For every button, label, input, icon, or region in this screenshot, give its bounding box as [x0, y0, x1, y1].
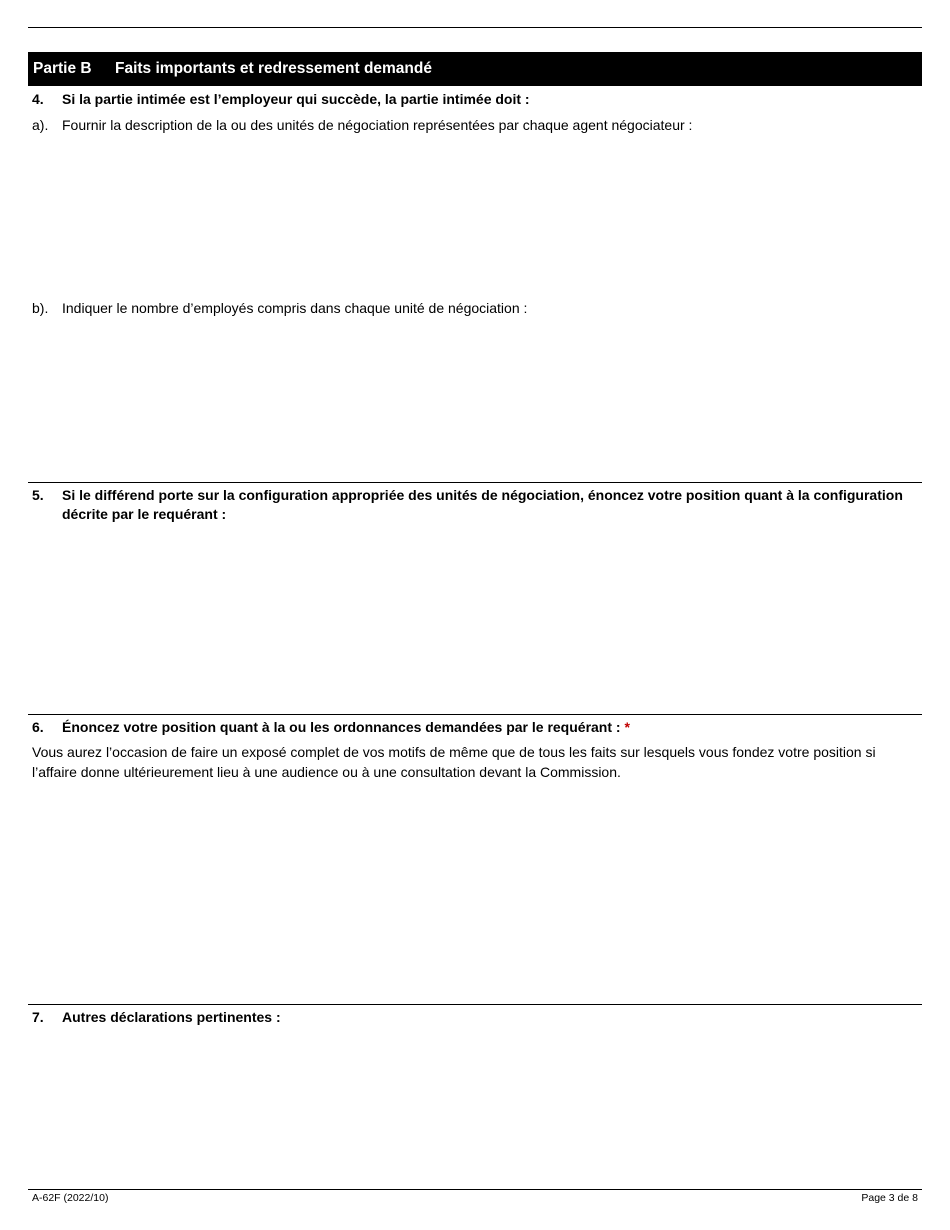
question-4a-text: Fournir la description de la ou des unités de négociation représentées par chaque agent négociateur : — [62, 117, 693, 133]
question-7-number: 7. — [32, 1009, 44, 1025]
section-part-label: Partie B — [33, 60, 92, 77]
answer-field-5[interactable] — [28, 530, 922, 710]
top-rule — [28, 27, 922, 28]
required-marker: * — [624, 719, 630, 735]
answer-field-7[interactable] — [28, 1032, 922, 1182]
question-6-note: Vous aurez l’occasion de faire un exposé complet de vos motifs de même que de tous les faits sur lesquels vous fondez votre position si l’affaire donne ultérieurement lieu à une audience ou à une consultation devant la Commission. — [32, 744, 876, 780]
question-5-number: 5. — [32, 487, 44, 503]
question-4a-label: a). — [32, 117, 49, 133]
divider-q6 — [28, 714, 922, 715]
question-6-number: 6. — [32, 719, 44, 735]
page-number: Page 3 de 8 — [861, 1192, 918, 1204]
answer-field-4a[interactable] — [28, 140, 922, 295]
section-title: Faits importants et redressement demandé — [115, 60, 432, 77]
question-4b-text: Indiquer le nombre d’employés compris dans chaque unité de négociation : — [62, 300, 528, 316]
answer-field-6[interactable] — [28, 790, 922, 1000]
question-4 — [32, 90, 912, 109]
footer-rule — [28, 1189, 922, 1190]
question-7-text: Autres déclarations pertinentes : — [62, 1009, 281, 1025]
question-4a — [32, 116, 912, 135]
question-6 — [32, 718, 912, 737]
question-5-text: Si le différend porte sur la configuration appropriée des unités de négociation, énoncez votre position quant à la configuration décrite par le requérant : — [62, 487, 903, 522]
divider-q7 — [28, 1004, 922, 1005]
form-id: A-62F (2022/10) — [32, 1192, 109, 1204]
question-7 — [32, 1008, 912, 1027]
question-5 — [32, 486, 912, 524]
question-4b-label: b). — [32, 300, 49, 316]
answer-field-4b[interactable] — [28, 323, 922, 478]
question-4-number: 4. — [32, 91, 44, 107]
question-4-text: Si la partie intimée est l’employeur qui succède, la partie intimée doit : — [62, 91, 530, 107]
section-header — [28, 52, 922, 86]
question-6-text: Énoncez votre position quant à la ou les ordonnances demandées par le requérant : — [62, 719, 621, 735]
question-4b — [32, 299, 912, 318]
divider-q5 — [28, 482, 922, 483]
